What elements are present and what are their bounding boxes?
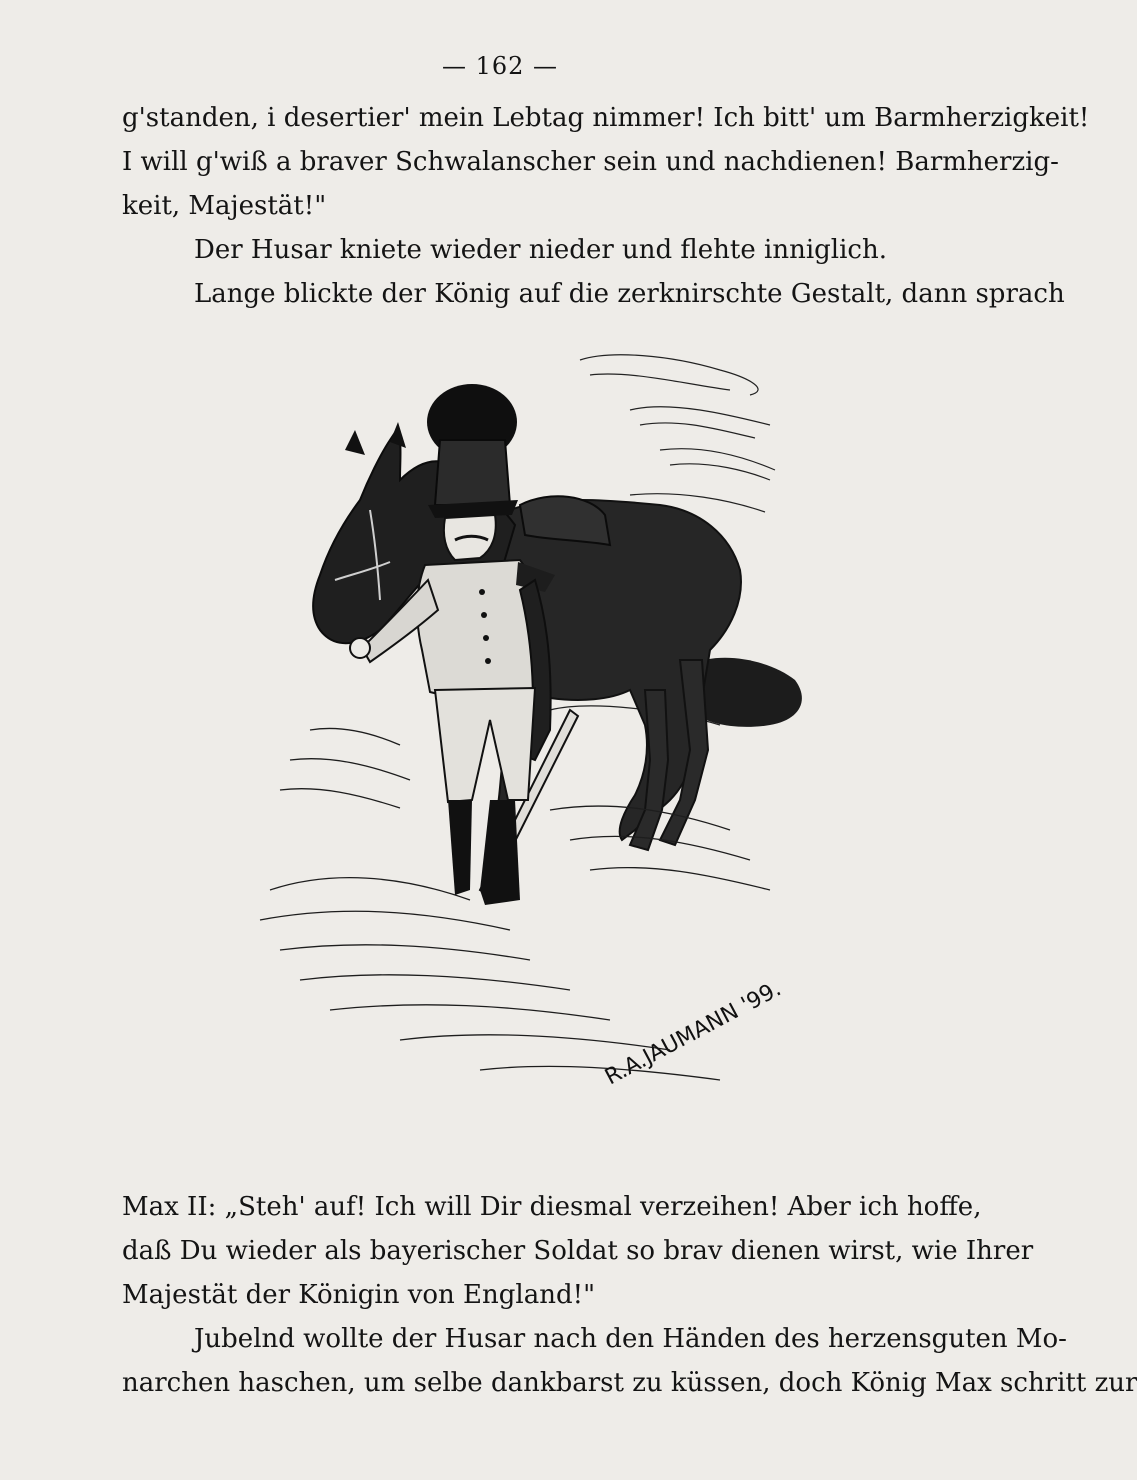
bottom-text-block <box>122 1185 1137 1405</box>
text-line: Jubelnd wollte der Husar nach den Händen des herzensguten Mo- <box>194 1324 1067 1354</box>
horse-ear <box>345 430 365 455</box>
hussar-trousers <box>435 688 535 802</box>
page-number: — 162 — <box>441 52 559 80</box>
boot-left <box>448 800 472 895</box>
illustration-hussar-with-horse <box>250 330 810 1160</box>
text-line: I will g'wiß a braver Schwalanscher sein und nachdienen! Barmherzig- <box>122 147 1059 177</box>
artist-signature: R.A.JAUMANN '99. <box>601 976 786 1091</box>
shako <box>435 440 510 505</box>
text-line: Der Husar kniete wieder nieder und flehte inniglich. <box>194 235 887 265</box>
boot-right <box>480 800 520 905</box>
text-line: Majestät der Königin von England!" <box>122 1280 596 1310</box>
hussar-hand <box>350 638 370 658</box>
text-line: narchen haschen, um selbe dankbarst zu küssen, doch König Max schritt zur <box>122 1368 1137 1398</box>
text-line: Max II: „Steh' auf! Ich will Dir diesmal verzeihen! Aber ich hoffe, <box>122 1192 982 1222</box>
text-line: g'standen, i desertier' mein Lebtag nimmer! Ich bitt' um Barmherzigkeit! <box>122 103 1090 133</box>
engraving-drawing <box>250 330 810 1160</box>
text-line: keit, Majestät!" <box>122 191 327 221</box>
text-line: daß Du wieder als bayerischer Soldat so brav dienen wirst, wie Ihrer <box>122 1236 1034 1266</box>
top-text-block <box>122 96 1090 316</box>
text-line: Lange blickte der König auf die zerknirschte Gestalt, dann sprach <box>194 279 1065 309</box>
